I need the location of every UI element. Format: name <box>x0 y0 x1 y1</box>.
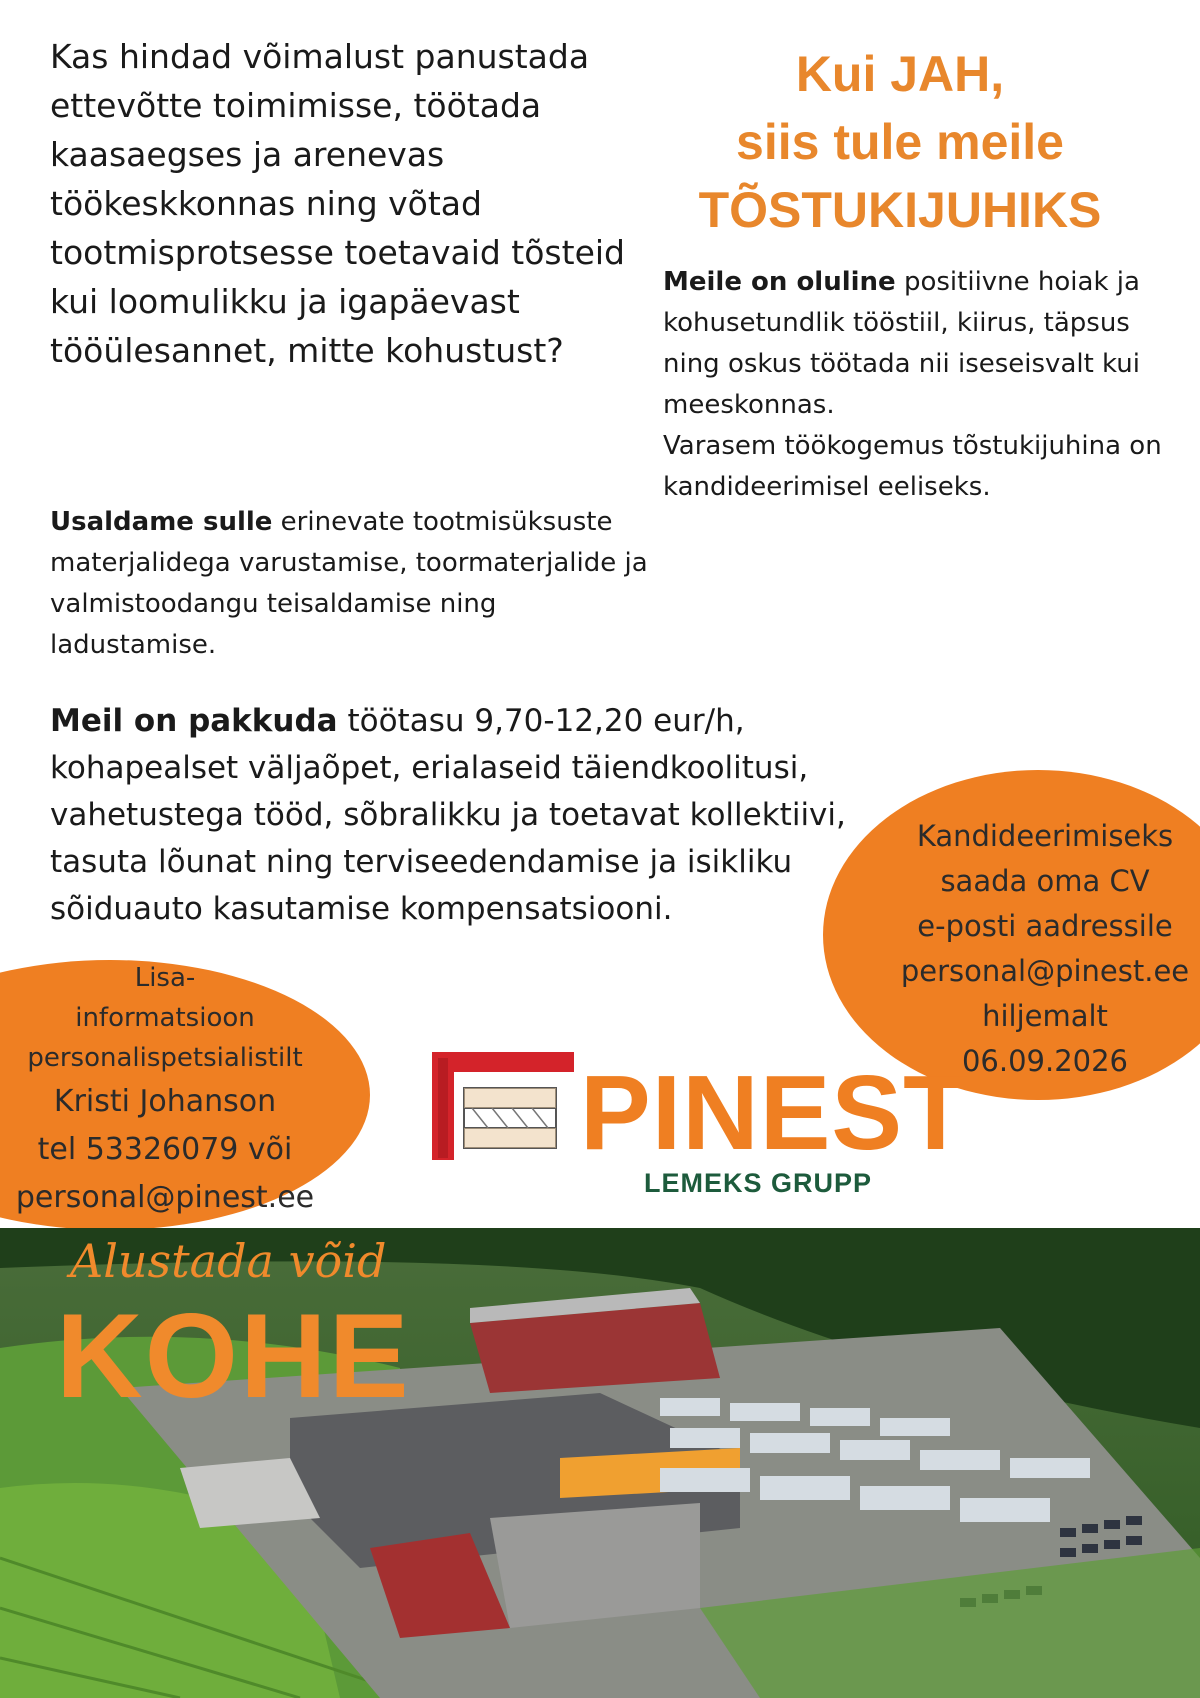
contact-line-3: personalispetsialistilt <box>27 1043 303 1073</box>
apply-line-1: Kandideerimiseks <box>916 819 1174 853</box>
apply-line-2: saada oma CV <box>940 864 1150 898</box>
duties-paragraph <box>50 502 670 666</box>
apply-info <box>880 814 1200 1084</box>
contact-line-2: informatsioon <box>75 1003 255 1033</box>
apply-deadline: 06.09.2026 <box>961 1044 1129 1078</box>
start-now-kohe: KOHE <box>56 1289 411 1423</box>
offer-text: töötasu 9,70-12,20 eur/h, kohapealset väljaõpet, erialaseid täiendkoolitusi, vahetustega tööd, sõbralikku ja toetavat kollektiivi, tasuta lõunat ning terviseedendamise ja isikliku sõiduauto kasutamise kompensatsiooni. <box>50 703 846 927</box>
contact-line-1: Lisa- <box>134 963 196 993</box>
apply-line-3: e-posti aadressile <box>917 909 1173 943</box>
offer-bold: Meil on pakkuda <box>50 703 338 739</box>
headline-line-2: siis tule meile <box>736 114 1064 170</box>
contact-name: Kristi Johanson <box>53 1084 277 1119</box>
duties-bold: Usaldame sulle <box>50 507 273 537</box>
contact-email-link[interactable]: personal@pinest.ee <box>15 1180 315 1215</box>
experience-text: Varasem töökogemus tõstukijuhina on kandideerimisel eeliseks. <box>663 431 1162 502</box>
headline-line-1: Kui JAH, <box>795 46 1005 102</box>
contact-info <box>0 958 330 1222</box>
lemeks-grupp-text: LEMEKS GRUPP <box>644 1168 873 1198</box>
start-now-script: Alustada võid <box>70 1234 387 1288</box>
intro-question: Kas hindad võimalust panustada ettevõtte toimimisse, töötada kaasaegses ja arenevas töökeskkonnas ning võtad tootmisprotsesse toetavaid tõsteid kui loomulikku ja igapäevast tööülesannet, mitte kohustust? <box>50 37 625 370</box>
headline-line-3: TÕSTUKIJUHIKS <box>698 182 1102 238</box>
pinest-logo-text: PINEST <box>580 1054 969 1172</box>
requirements-bold: Meile on oluline <box>663 267 896 297</box>
requirements-text: positiivne hoiak ja kohusetundlik tööstiil, kiirus, täpsus ning oskus töötada nii iseseisvalt kui meeskonnas. <box>663 267 1141 420</box>
headline <box>640 40 1160 244</box>
apply-email-link[interactable]: personal@pinest.ee <box>900 954 1190 988</box>
requirements-paragraph <box>663 262 1183 508</box>
offer-paragraph <box>50 698 890 933</box>
apply-line-5: hiljemalt <box>982 999 1108 1033</box>
contact-phone[interactable]: tel 53326079 või <box>37 1132 293 1167</box>
duties-text: erinevate tootmisüksuste materjalidega varustamise, toormaterjalide ja valmistoodangu teisaldamise ning ladustamise. <box>50 507 648 660</box>
